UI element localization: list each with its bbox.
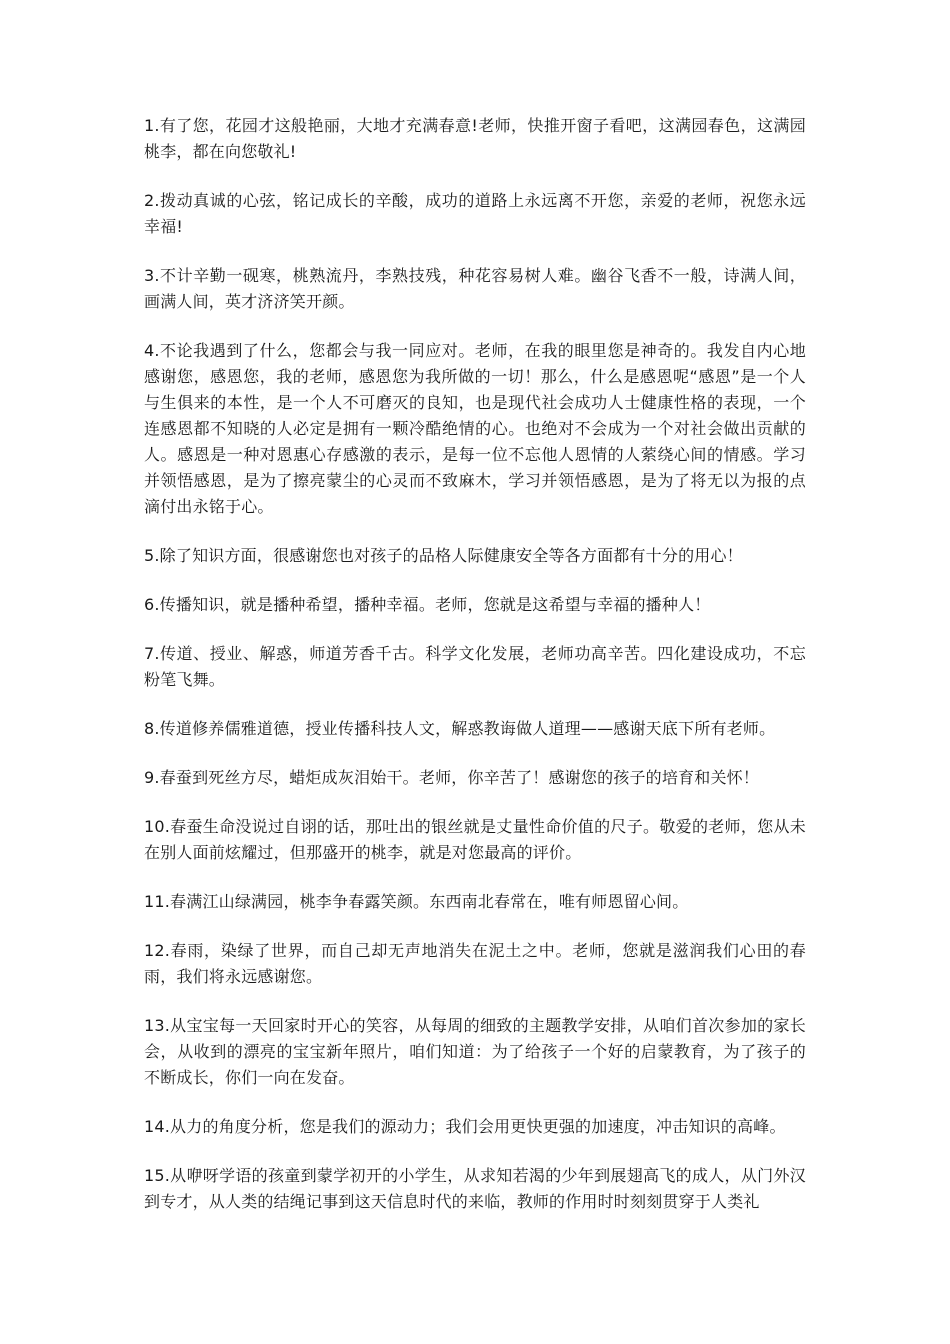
paragraph-4: 4.不论我遇到了什么，您都会与我一同应对。老师，在我的眼里您是神奇的。我发自内心地感谢您，感恩您，我的老师，感恩您为我所做的一切！那么，什么是感恩呢“感恩”是一个人与生俱来的本性，是一个人不可磨灭的良知，也是现代社会成功人士健康性格的表现，一个连感恩都不知晓的人必定是拥有一颗冷酷绝情的心。也绝对不会成为一个对社会做出贡献的人。感恩是一种对恩惠心存感激的表示，是每一位不忘他人恩情的人萦绕心间的情感。学习并领悟感恩，是为了擦亮蒙尘的心灵而不致麻木，学习并领悟感恩，是为了将无以为报的点滴付出永铭于心。 (144, 341, 806, 516)
paragraph-1: 1.有了您，花园才这般艳丽，大地才充满春意!老师，快推开窗子看吧，这满园春色，这满园桃李，都在向您敬礼! (144, 116, 806, 161)
paragraph-2: 2.拨动真诚的心弦，铭记成长的辛酸，成功的道路上永远离不开您，亲爱的老师，祝您永远幸福! (144, 191, 806, 236)
paragraph-3: 3.不计辛勤一砚寒，桃熟流丹，李熟技残，种花容易树人难。幽谷飞香不一般，诗满人间，画满人间，英才济济笑开颜。 (144, 266, 806, 311)
paragraph-8: 8.传道修养儒雅道德，授业传播科技人文，解惑教诲做人道理——感谢天底下所有老师。 (144, 719, 776, 738)
paragraph-7: 7.传道、授业、解惑，师道芳香千古。科学文化发展，老师功高辛苦。四化建设成功，不忘粉笔飞舞。 (144, 644, 806, 689)
document-body (144, 113, 806, 1238)
paragraph-9: 9.春蚕到死丝方尽，蜡炬成灰泪始干。老师，你辛苦了！感谢您的孩子的培育和关怀！ (144, 768, 760, 787)
paragraph-14: 14.从力的角度分析，您是我们的源动力；我们会用更快更强的加速度，冲击知识的高峰。 (144, 1117, 786, 1136)
paragraph-13: 13.从宝宝每一天回家时开心的笑容，从每周的细致的主题教学安排，从咱们首次参加的家长会，从收到的漂亮的宝宝新年照片，咱们知道：为了给孩子一个好的启蒙教育，为了孩子的不断成长，你们一向在发奋。 (144, 1016, 806, 1087)
paragraph-10: 10.春蚕生命没说过自诩的话，那吐出的银丝就是丈量性命价值的尺子。敬爱的老师，您从未在别人面前炫耀过，但那盛开的桃李，就是对您最高的评价。 (144, 817, 806, 862)
paragraph-11: 11.春满江山绿满园，桃李争春露笑颜。东西南北春常在，唯有师恩留心间。 (144, 892, 689, 911)
paragraph-12: 12.春雨，染绿了世界，而自己却无声地消失在泥土之中。老师，您就是滋润我们心田的春雨，我们将永远感谢您。 (144, 941, 806, 986)
paragraph-15: 15.从咿呀学语的孩童到蒙学初开的小学生，从求知若渴的少年到展翅高飞的成人，从门外汉到专才，从人类的结绳记事到这天信息时代的来临，教师的作用时时刻刻贯穿于人类礼 (144, 1166, 806, 1211)
paragraph-5: 5.除了知识方面，很感谢您也对孩子的品格人际健康安全等各方面都有十分的用心！ (144, 546, 743, 565)
paragraph-6: 6.传播知识，就是播种希望，播种幸福。老师，您就是这希望与幸福的播种人！ (144, 595, 711, 614)
